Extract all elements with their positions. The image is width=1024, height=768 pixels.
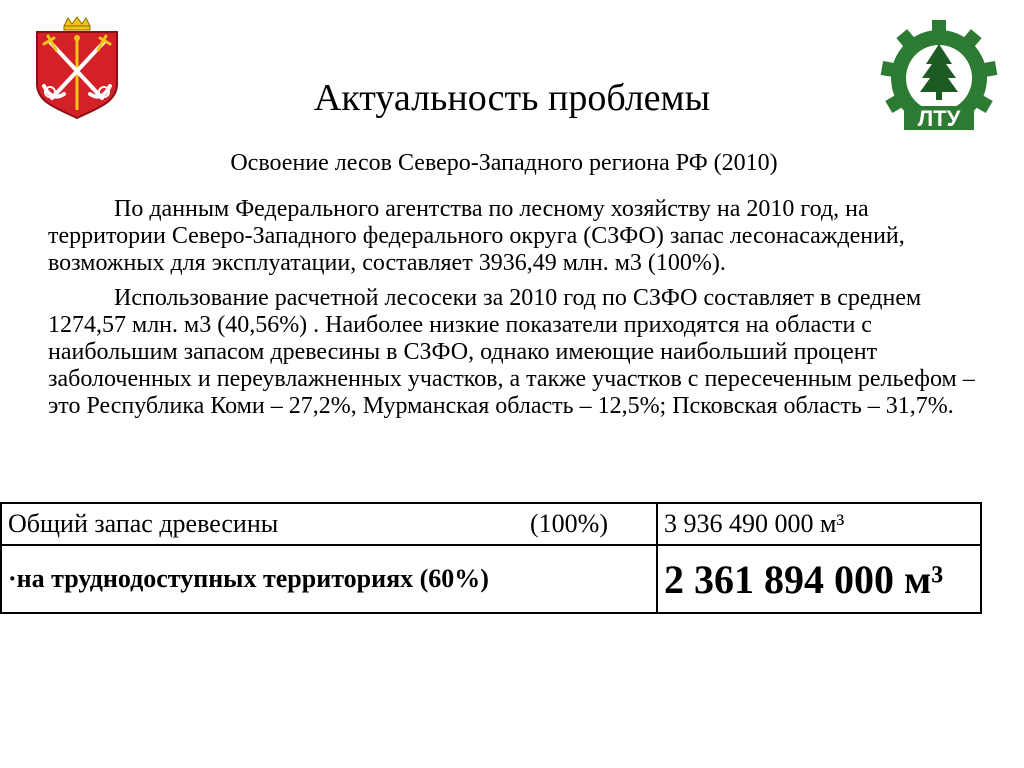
body-text xyxy=(48,196,992,420)
total-label-cell xyxy=(1,503,657,545)
total-stock-percent: (100%) xyxy=(530,509,608,538)
table-row-total xyxy=(1,503,981,545)
paragraph-1: По данным Федерального агентства по лесному хозяйству на 2010 год, на территории Северо-Западного федерального округа (СЗФО) запас лесонасаждений, возможных для эксплуатации, составляет 3936,49 млн. м3 (100%). xyxy=(48,196,905,276)
paragraph-2: Использование расчетной лесосеки за 2010 год по СЗФО составляет в среднем 1274,57 млн. м3 (40,56%) . Наиболее низкие показатели приходятся на области с наибольшим запасом древесины в СЗФО, однако имеющие наибольший процент заболоченных и переувлажненных участков, а также участков с пересеченным рельефом – это Республика Коми – 27,2%, Мурманская область – 12,5%; Псковская область – 31,7%. xyxy=(48,285,975,419)
wood-stock-table xyxy=(0,502,982,614)
hard-to-reach-value: 2 361 894 000 м³ xyxy=(657,545,981,613)
ltu-logo-text: ЛТУ xyxy=(917,106,961,130)
slide-subtitle: Освоение лесов Северо-Западного региона РФ (2010) xyxy=(230,150,778,176)
hard-to-reach-label: ·на труднодоступных территориях (60%) xyxy=(1,545,657,613)
total-stock-label: Общий запас древесины xyxy=(8,509,279,538)
crown-icon xyxy=(64,17,90,30)
slide-title: Актуальность проблемы xyxy=(313,77,711,119)
total-stock-value: 3 936 490 000 м³ xyxy=(657,503,981,545)
table-row-hard-to-reach xyxy=(1,545,981,613)
